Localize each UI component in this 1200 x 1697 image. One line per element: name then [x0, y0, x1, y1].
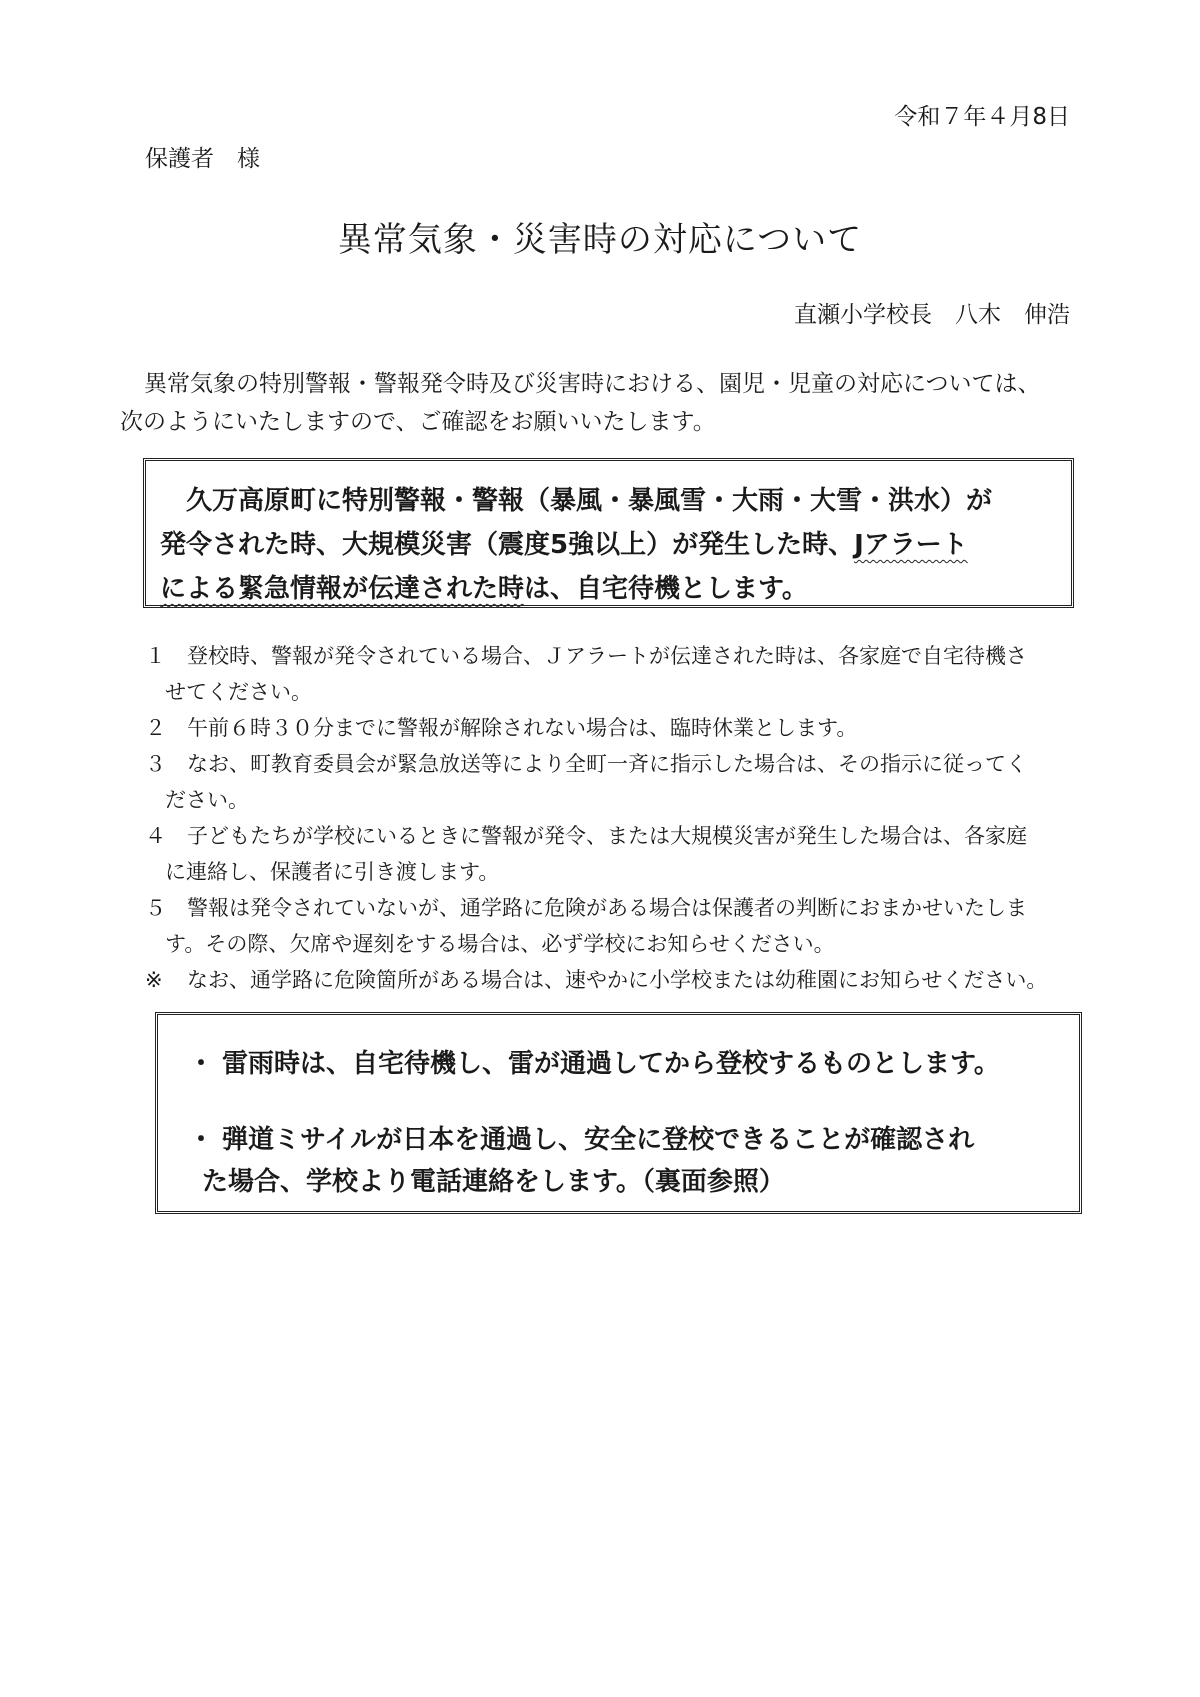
list-item-number: ５: [145, 896, 166, 920]
list-item-continuation: せてください。: [165, 680, 312, 704]
note-text: なお、通学路に危険箇所がある場合は、速やかに小学校または幼稚園にお知らせください。: [187, 968, 1048, 992]
addressee: 保護者 様: [145, 146, 260, 172]
rules-list: [145, 638, 1095, 998]
notice-line-2: [160, 523, 992, 567]
list-item-text: 子どもたちが学校にいるときに警報が発令、または大規模災害が発生した場合は、各家庭: [187, 824, 1027, 848]
notice-j-alert-emphasis: Jアラート: [854, 530, 968, 560]
list-item: [145, 890, 1095, 962]
bullet-text: 弾道ミサイルが日本を通過し、安全に登校できることが確認され: [222, 1125, 975, 1155]
note-mark: ※: [145, 968, 163, 992]
sender-signature: 直瀬小学校長 八木 伸浩: [794, 302, 1070, 328]
notice-line-2-text: 発令された時、大規模災害（震度5強以上）が発生した時、: [160, 530, 855, 560]
list-item-text: なお、町教育委員会が緊急放送等により全町一斉に指示した場合は、その指示に従ってく: [187, 752, 1027, 776]
bullet-text: 雷雨時は、自宅待機し、雷が通過してから登校するものとします。: [222, 1049, 1000, 1079]
special-cases-box: [155, 1012, 1082, 1214]
intro-line-1: 異常気象の特別警報・警報発令時及び災害時における、園児・児童の対応については、: [144, 371, 1041, 397]
list-item-number: １: [145, 644, 166, 668]
list-item-continuation: す。その際、欠席や遅刻をする場合は、必ず学校にお知らせください。: [165, 932, 835, 956]
list-item: [145, 638, 1095, 710]
list-item-continuation: に連絡し、保護者に引き渡します。: [165, 860, 500, 884]
document-date: 令和７年４月8日: [894, 104, 1070, 130]
notice-line-3: [160, 567, 992, 611]
home-standby-notice-box: [143, 458, 1074, 608]
notice-line-1: 久万高原町に特別警報・警報（暴風・暴風雪・大雨・大雪・洪水）が: [186, 486, 993, 516]
bullet-dot: ・: [188, 1049, 215, 1079]
special-cases-text: [188, 1043, 1000, 1203]
list-item: [145, 818, 1095, 890]
list-item: [145, 710, 1095, 746]
notice-box-text: [160, 479, 992, 611]
bullet-item-missile: [188, 1119, 1000, 1203]
list-item-continuation: ださい。: [165, 788, 249, 812]
list-item-text: 午前６時３０分までに警報が解除されない場合は、臨時休業とします。: [187, 716, 858, 740]
notice-line-3-text: は、自宅待機とします。: [524, 574, 808, 604]
list-item-text: 登校時、警報が発令されている場合、Ｊアラートが伝達された時は、各家庭で自宅待機さ: [187, 644, 1027, 668]
intro-line-2: 次のようにいたしますので、ご確認をお願いいたします。: [120, 409, 716, 435]
list-item: [145, 746, 1095, 818]
list-item-number: ２: [145, 716, 166, 740]
list-item-number: ４: [145, 824, 166, 848]
intro-paragraph: [120, 365, 1090, 441]
list-item-text: 警報は発令されていないが、通学路に危険がある場合は保護者の判断におまかせいたしま: [187, 896, 1027, 920]
note-item: [145, 962, 1095, 998]
document-title: 異常気象・災害時の対応について: [337, 220, 863, 260]
bullet-item-thunderstorm: [188, 1043, 1000, 1085]
notice-emergency-info-emphasis: による緊急情報が伝達された時: [160, 574, 525, 604]
list-item-number: ３: [145, 752, 166, 776]
bullet-dot: ・: [188, 1125, 215, 1155]
bullet-text-continuation: た場合、学校より電話連絡をします。（裏面参照）: [202, 1167, 785, 1197]
